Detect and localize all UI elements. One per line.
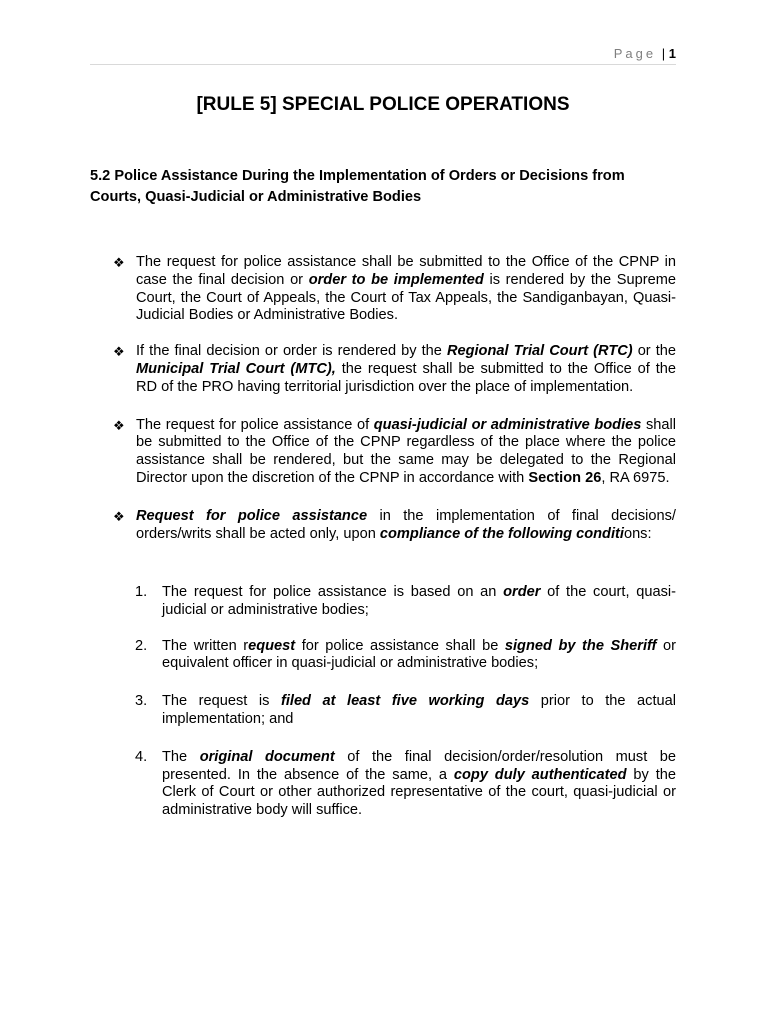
text: for police assistance shall be [295, 637, 505, 654]
emphasis: compliance of the following conditi [379, 525, 624, 542]
text: in the implementation of final decisions/ orders/writs shall be acted only, upon [136, 507, 676, 542]
text: The request for police assistance of [136, 416, 374, 433]
emphasis: original document [199, 748, 335, 765]
emphasis: order to be implemented [308, 271, 484, 288]
text: The written r [162, 637, 249, 654]
document-title: [RULE 5] SPECIAL POLICE OPERATIONS [196, 94, 570, 115]
text: or the [632, 343, 677, 360]
text: The [162, 748, 200, 765]
condition-item [135, 693, 676, 729]
text: of the court, quasi-judicial or administrative bodies; [162, 584, 676, 618]
section-heading: 5.2 Police Assistance During the Implementation of Orders or Decisions from Courts, Quasi-Judicial or Administrative Bodies [90, 168, 625, 205]
text: The request is [162, 693, 281, 710]
list-number: 2. [135, 637, 148, 654]
text: shall be submitted to the Office of the CPNP regardless of the place where the police assistance shall be rendered, but the same may be delegated to the Regional Director upon the discretion of the CPNP in accordance with [136, 416, 676, 486]
emphasis: copy duly authenticated [453, 766, 627, 783]
list-number: 1. [135, 584, 148, 600]
diamond-bullet-icon: ❖ [113, 508, 125, 524]
diamond-bullet-icon: ❖ [113, 344, 125, 360]
text: or equivalent officer in quasi-judicial or administrative bodies; [162, 637, 677, 672]
condition-item [135, 749, 676, 820]
text: is rendered by the Supreme Court, the Court of Appeals, the Court of Tax Appeals, the Sandiganbayan, Quasi- Judicial Bodies or Administrative Bodies. [136, 271, 676, 324]
emphasis: Regional Trial Court (RTC) [446, 343, 633, 360]
text: ons: [623, 525, 652, 542]
text: the request shall be submitted to the Office of the RD of the PRO having territorial jurisdiction over the place of implementation. [136, 360, 677, 395]
text: If the final decision or order is rendered by the [136, 343, 447, 360]
page-number: 1 [668, 46, 676, 61]
condition-item [135, 638, 676, 674]
text: prior to the actual implementation; and [162, 693, 676, 727]
emphasis: order [503, 584, 541, 600]
emphasis: signed by the Sheriff [504, 637, 657, 654]
list-number: 3. [135, 693, 148, 710]
bullet-item [113, 417, 676, 488]
bullet-item [113, 343, 676, 396]
diamond-bullet-icon: ❖ [113, 417, 125, 433]
page-separator: | [661, 46, 666, 61]
text: , RA 6975. [601, 469, 670, 486]
page-label: Page [613, 46, 657, 61]
page-header [90, 46, 676, 65]
condition-item [135, 584, 676, 620]
list-number: 4. [135, 748, 148, 765]
emphasis: Municipal Trial Court (MTC), [136, 360, 336, 377]
conditions-list [135, 584, 676, 820]
diamond-bullet-icon: ❖ [113, 255, 125, 270]
bullet-item [113, 254, 676, 325]
emphasis: quasi-judicial or administrative bodies [373, 416, 642, 433]
bullet-list [113, 254, 676, 543]
emphasis: equest [248, 637, 296, 654]
text: The request for police assistance shall be submitted to the Office of the CPNP in case the final decision or [136, 254, 676, 288]
emphasis: Request for police assistance [136, 507, 368, 524]
bullet-item [113, 508, 676, 544]
emphasis: filed at least five working days [280, 693, 530, 710]
text: by the Clerk of Court or other authorized representative of the court, quasi-judicial or administrative body will suffice. [162, 766, 677, 819]
text: of the final decision/order/resolution must be presented. In the absence of the same, a [162, 748, 677, 783]
strong: Section 26 [528, 469, 602, 486]
text: The request for police assistance is based on an [162, 584, 504, 600]
